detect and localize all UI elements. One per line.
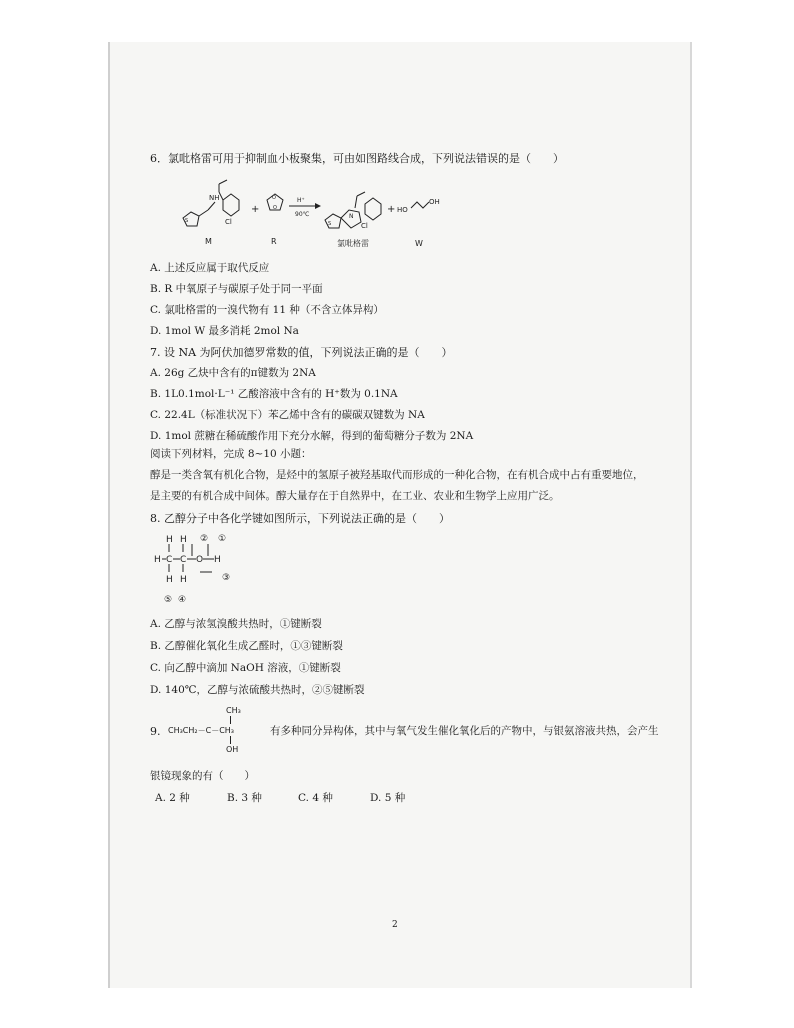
ethanol-bond-diagram bbox=[152, 530, 252, 606]
svg-text:O: O bbox=[196, 555, 204, 565]
q6-option-b: B. R 中氧原子与碳原子处于同一平面 bbox=[150, 283, 323, 295]
q6-option-a: A. 上述反应属于取代反应 bbox=[150, 262, 270, 274]
reagent-bottom: 90℃ bbox=[295, 211, 310, 218]
q7-option-a: A. 26g 乙炔中含有的π键数为 2NA bbox=[150, 367, 316, 379]
q9-formula-main: CH₃CH₂－C－CH₃ bbox=[168, 726, 235, 735]
reading-intro: 阅读下列材料，完成 8~10 小题： bbox=[150, 448, 312, 460]
svg-text:H: H bbox=[180, 535, 187, 545]
q8-option-b: B. 乙醇催化氧化生成乙醛时，①③键断裂 bbox=[150, 640, 343, 652]
q9-formula-bottom: OH bbox=[226, 745, 239, 754]
svg-text:H: H bbox=[166, 535, 173, 545]
svg-text:Cl: Cl bbox=[225, 218, 232, 226]
q9-option-b: B. 3 种 bbox=[227, 792, 262, 804]
reading-paragraph-2: 是主要的有机合成中间体。醇大量存在于自然界中，在工业、农业和生物学上应用广泛。 bbox=[150, 490, 560, 502]
svg-text:H: H bbox=[180, 575, 187, 585]
q9-formula-top: CH₃ bbox=[226, 706, 241, 715]
svg-text:N: N bbox=[349, 213, 354, 220]
q8-option-a: A. 乙醇与浓氢溴酸共热时，①键断裂 bbox=[150, 618, 322, 630]
svg-text:C: C bbox=[166, 555, 173, 565]
bond-label-2: ② bbox=[200, 534, 209, 544]
q8-stem: 8. 乙醇分子中各化学键如图所示，下列说法正确的是（ ） bbox=[150, 512, 450, 525]
bond-label-5: ⑤ bbox=[164, 595, 173, 605]
svg-text:+: + bbox=[387, 204, 396, 215]
label-product: 氯吡格雷 bbox=[337, 239, 369, 248]
reagent-top: H⁺ bbox=[297, 197, 305, 204]
reading-paragraph-1: 醇是一类含氧有机化合物，是烃中的氢原子被羟基取代而形成的一种化合物，在有机合成中占有重要地位， bbox=[150, 469, 644, 481]
q7-option-d: D. 1mol 蔗糖在稀硫酸作用下充分水解，得到的葡萄糖分子数为 2NA bbox=[150, 430, 474, 442]
bond-label-3: ③ bbox=[222, 573, 231, 583]
svg-text:S: S bbox=[185, 218, 189, 224]
q9-option-d: D. 5 种 bbox=[370, 792, 406, 804]
molecule-product bbox=[325, 192, 381, 228]
bond-label-4: ④ bbox=[178, 595, 187, 605]
q9-stem-continued: 银镜现象的有（ ） bbox=[150, 770, 255, 782]
svg-text:H: H bbox=[166, 575, 173, 585]
svg-text:S: S bbox=[328, 221, 332, 227]
q6-option-c: C. 氯吡格雷的一溴代物有 11 种（不含立体异构） bbox=[150, 304, 384, 316]
q9-stem: 有多种同分异构体，其中与氧气发生催化氧化后的产物中，与银氨溶液共热，会产生 bbox=[270, 725, 659, 737]
page-number: 2 bbox=[392, 920, 398, 930]
svg-text:H: H bbox=[154, 555, 161, 565]
svg-text:NH: NH bbox=[209, 194, 220, 202]
svg-text:O: O bbox=[272, 195, 276, 201]
q7-option-c: C. 22.4L（标准状况下）苯乙烯中含有的碳碳双键数为 NA bbox=[150, 409, 425, 421]
q6-stem: 6．氯吡格雷可用于抑制血小板聚集，可由如图路线合成，下列说法错误的是（ ） bbox=[150, 152, 564, 165]
svg-text:OH: OH bbox=[429, 198, 440, 206]
q9-number: 9. bbox=[150, 725, 161, 738]
label-r: R bbox=[271, 237, 277, 246]
q6-reaction-scheme bbox=[175, 178, 445, 256]
bond-label-1: ① bbox=[218, 534, 227, 544]
svg-text:C: C bbox=[180, 555, 187, 565]
svg-text:O: O bbox=[273, 205, 277, 211]
q9-formula bbox=[168, 706, 268, 758]
q9-option-c: C. 4 种 bbox=[298, 792, 333, 804]
label-m: M bbox=[205, 237, 212, 246]
svg-text:H: H bbox=[214, 555, 221, 565]
svg-text:+: + bbox=[251, 204, 260, 215]
q7-stem: 7. 设 NA 为阿伏加德罗常数的值，下列说法正确的是（ ） bbox=[150, 346, 453, 359]
svg-text:HO: HO bbox=[397, 206, 408, 214]
q6-option-d: D. 1mol W 最多消耗 2mol Na bbox=[150, 325, 299, 337]
q9-option-a: A. 2 种 bbox=[155, 792, 190, 804]
q7-option-b: B. 1L0.1mol·L⁻¹ 乙酸溶液中含有的 H⁺数为 0.1NA bbox=[150, 388, 398, 400]
q8-option-c: C. 向乙醇中滴加 NaOH 溶液，①键断裂 bbox=[150, 662, 341, 674]
label-w: W bbox=[415, 239, 423, 248]
svg-text:Cl: Cl bbox=[361, 222, 368, 230]
q8-option-d: D. 140℃，乙醇与浓硫酸共热时，②⑤键断裂 bbox=[150, 684, 365, 696]
